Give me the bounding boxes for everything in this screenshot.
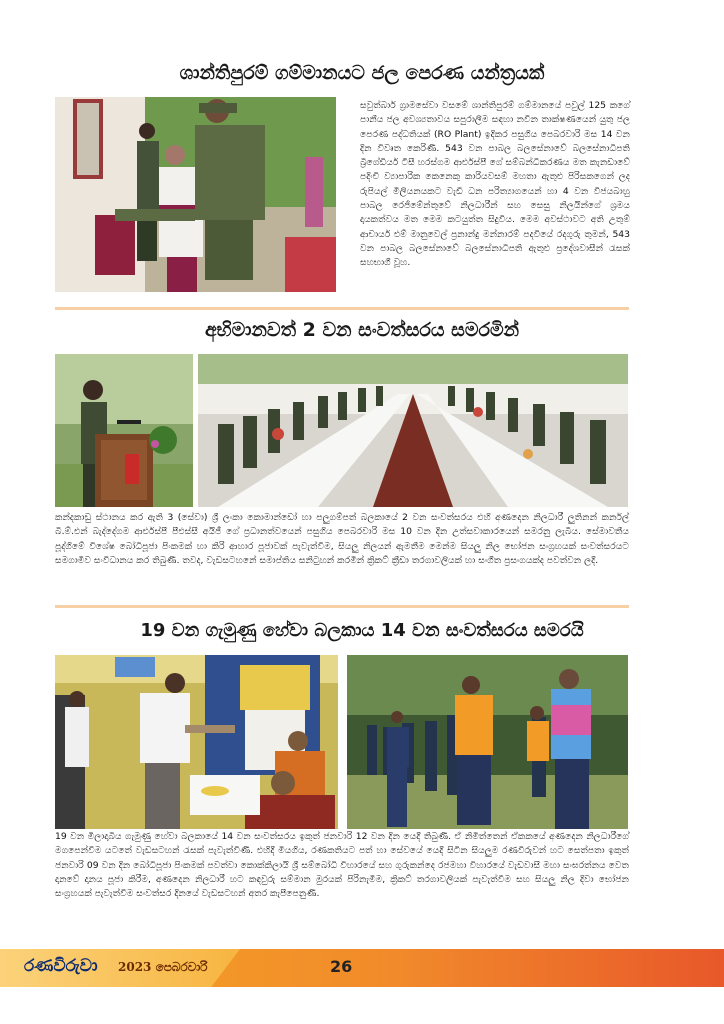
- page-number: 26: [330, 957, 353, 976]
- ro-plant-opening-photo: [55, 97, 336, 292]
- magazine-logo: රණවිරුවා: [24, 956, 98, 976]
- section-3-text: 19 වන මිලාදාබිය ගැමුණු හේවා බලකායේ 14 වන සංවත්සරය ඉකුත් ජනවාරි 12 වන දින යෙදී තිබුණි. ඒ නිමිත්තෙන් ඒකකයේ අණදෙන නිලධාරීගේ මගපෙන්වීම යටතේ වැඩසටහන් රැසක් පැවැත්විණි. එහිදී මියගිය, රණකතියට පත් හා සේවයේ යෙදී සිටින සියලුම රණවිරුවන් හට සෙත්පතා ඉකුත් ජනවාරි 09 වන දින බෝධිපූජා පිංකමක් පවත්වා කොක්කිලායි ශ්‍රී සම්බෝධි විහාරයේ සහ ගුරුකන්දෙ රජමහා විහාරයේ වැඩවාසී මහා සංඝරත්නය වෙත දානවේ දානය පූජා කිරීම, අණදෙන නිලධාරී හට කඳවුරු සම්මාන මුරයක් පිරිනැමීම, ක්‍රිකට් තරගාවලියක් පැවැත්වීම සහ සියලු නිල දිවා භෝජන සංග්‍රහයක් පැවැත්වීම සංවත්සර දිනයේ වැඩසටහන් අතර කැපීපෙනුණි.: [55, 831, 629, 900]
- divider-2: [55, 605, 629, 608]
- speech-podium-photo: [55, 354, 193, 507]
- section-1-text: සවුත්බාර් ග්‍රාමසේවා වසමේ ශාන්තිපුරම් ගම්මානයේ පවුල් 125 කගේ පානීය ජල අවශ්‍යතාවය සපුරාලීම සඳහා නවීන තාක්ෂණයෙන් යුතු ජල පෙරණ පද්ධතියක් (RO Plant) ඉදිකර පසුගිය පෙබරවාරි මස 14 වන දින විවෘත කෙරිණි. 543 වන පාබල බලසේනාවේ බලසේනාධිපති බ්‍රිගේඩියර් ටීසී හරස්ගම ආර්එස්පී ගේ සම්බන්ධීකරණය මත කැනඩාවේ පදිංචි ව්‍යාපාරික කෙනෙකු කාරියවසම් මහතා ඇතුළු පිරිසකගෙන් ලද රුපියල් මිලියනයකට වැඩි ධන පරිත්‍යාගයෙන් හා 4 වන විජයබාහු පාබල රෙජිමේන්තුවේ නිලධාරීන් සහ සෙසු නිලයින්ගේ ශ්‍රමය දායකත්වය මත මෙම කටයුත්ත සිදුවිය. මෙම අවස්ථාවට අති උතුම් ආචාර්ය එම් මානුවෙල් ප්‍රනාන්දු මන්නාරම් පදවියේ රදගුරු තුමන්, 543 වන පාබල බලසේනාවේ බලසේනාධිපති ඇතුළු ප්‍රදේශවාසීන් රැසක් සහභාගී වූහ.: [360, 100, 630, 269]
- alms-giving-photo: [55, 655, 338, 829]
- anniversary-dinner-photo: [198, 354, 628, 507]
- section-2-title: අභිමානවත් 2 වන සංවත්සරය සමරමින්: [204, 319, 520, 341]
- section-1-title: ශාන්තිපුරම් ගම්මානයට ජල පෙරණ යන්ත්‍රයක්: [179, 62, 545, 84]
- divider-1: [55, 307, 629, 310]
- section-2-text: කන්දකාඩු ස්ථානය කර ඇති 3 (සේවා) ශ්‍රී ලංකා කොමාන්ඩෝ හා පලුගම්පත් බලකායේ 2 වන සංවත්සරය එහි අණදෙන නිලධාරී ලුතිනන් කර්නල් බී.ම්.එන් බැද්දේගම ආර්එස්පී පීඑස්සී අයිජී ගේ ප්‍රධානත්වයෙන් පසුගිය පෙබරවාරි මස 10 වන දින උත්සවාකාරයෙන් සමරනු ලැබීය. සේමාවතීය පූද්ගිමේ විශේෂ බෝධිපූජා පිංකමක් හා කිරි ආහාර පූජාවක් පැවැත්වීම, සියලු නිලයන් ඇමතීම මෙන්ම සියලු නිල භෝජන සංග්‍රහයක් සංවත්සරයට සමගාමීව සංවිධානය කර තිබුණි. තවද, වැඩසටහනේ සමාප්තිය සනිටුහන් කරමින් ක්‍රිකට් ක්‍රීඩා තරගාවලියක් හා සංගීත ප්‍රසංගයක්ද පවත්වන ලදී.: [55, 512, 629, 566]
- cricket-awards-photo: [347, 655, 628, 829]
- issue-date: 2023 පෙබරවාරි: [118, 960, 208, 974]
- page-footer: [0, 949, 724, 987]
- section-3-title: 19 වන ගැමුණු හේවා බලකාය 14 වන සංවත්සරය සමරයි: [140, 620, 584, 641]
